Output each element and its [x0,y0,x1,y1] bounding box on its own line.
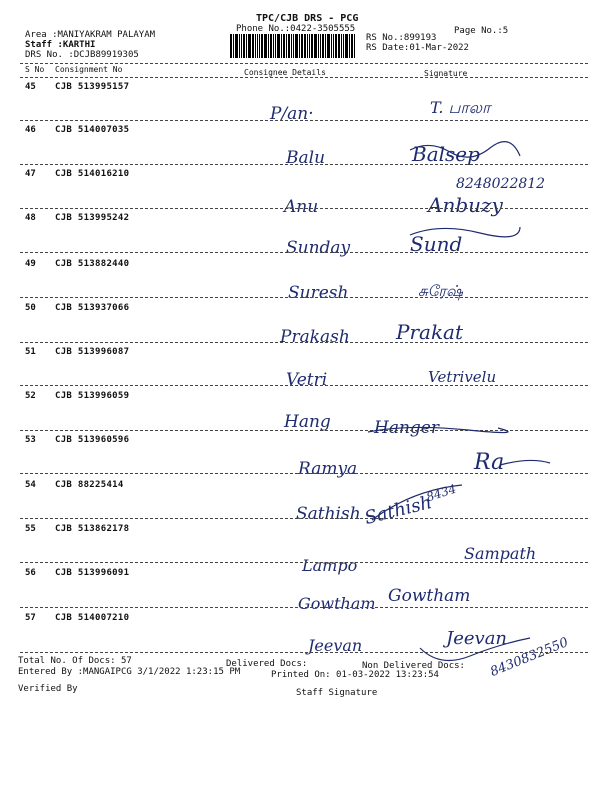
signature: Hanger [374,418,439,438]
signature: Sathish [362,492,435,529]
row-serial: 54 [25,480,36,490]
verified-by: Verified By [18,684,78,694]
row-consignment: CJB 513960596 [55,435,130,445]
row-consignment: CJB 513862178 [55,524,130,534]
row-serial: 56 [25,568,36,578]
row-consignment: CJB 513996091 [55,568,130,578]
column-sno: S No [25,65,45,74]
handwritten-phone: 8430832550 [488,635,571,680]
staff-label: Staff :KARTHI [25,40,96,50]
row-serial: 49 [25,259,36,269]
signature: Ra [474,450,505,475]
row-serial: 47 [25,169,36,179]
consignee-name: Jeevan [308,636,363,655]
row-serial: 50 [25,303,36,313]
page-number: Page No.:5 [454,26,509,36]
row-consignment: CJB 513996059 [55,391,130,401]
consignee-name: Gowtham [298,594,376,613]
signature: T. பாலா [430,98,491,117]
signature: Balsep [412,142,480,166]
row-consignment: CJB 514016210 [55,169,130,179]
printed-on: Printed On: 01-03-2022 13:23:54 [271,670,439,680]
entered-by: Entered By :MANGAIPCG 3/1/2022 1:23:15 PM [18,667,241,677]
document-title: TPC/CJB DRS - PCG [256,13,359,24]
signature: சுரேஷ் [418,282,463,300]
signature: Sund [410,232,463,256]
row-serial: 53 [25,435,36,445]
row-serial: 51 [25,347,36,357]
consignee-name: Prakash [280,327,350,347]
signature: Vetrivelu [428,368,497,386]
rs-number: RS No.:899193 [366,33,437,43]
row-serial: 55 [25,524,36,534]
row-consignment: CJB 514007210 [55,613,130,623]
signature: Sampath [464,544,537,563]
signature: Prakat [396,320,464,344]
delivered-docs: Delivered Docs: [226,659,308,669]
row-consignment: CJB 513937066 [55,303,130,313]
row-consignment: CJB 513995157 [55,82,130,92]
column-signature: Signature [424,69,468,78]
drs-number: DRS No. :DCJB89919305 [25,50,139,60]
row-consignment: CJB 88225414 [55,480,124,490]
rs-date: RS Date:01-Mar-2022 [366,43,469,53]
consignee-name: Sunday [286,238,351,258]
area-label: Area :MANIYAKRAM PALAYAM [25,30,156,40]
row-consignment: CJB 513996087 [55,347,130,357]
consignee-name: Ramya [298,459,358,479]
row-serial: 46 [25,125,36,135]
total-docs: Total No. Of Docs: 57 [18,656,132,666]
row-consignment: CJB 513882440 [55,259,130,269]
consignee-name: Hang [284,412,331,432]
phone-number: Phone No.:0422-3505555 [236,24,356,34]
consignee-name: Anu [284,197,319,217]
handwritten-phone: 8248022812 [456,176,546,192]
consignee-name: Vetri [286,370,328,390]
consignee-name: Lampo [302,556,358,575]
row-serial: 57 [25,613,36,623]
consignee-name: Sathish [296,504,361,524]
row-consignment: CJB 513995242 [55,213,130,223]
column-consignee: Consignee Details [244,68,326,77]
row-serial: 52 [25,391,36,401]
row-consignment: CJB 514007035 [55,125,130,135]
signature: Jeevan [446,628,508,649]
column-consignment: Consignment No [55,65,123,74]
signature: Anbuzy [428,193,503,217]
consignee-name: Suresh [288,283,349,303]
signature: Gowtham [388,586,471,606]
row-serial: 45 [25,82,36,92]
row-serial: 48 [25,213,36,223]
consignee-name: P/an· [270,104,314,124]
staff-signature: Staff Signature [296,688,378,698]
non-delivered-docs: Non Delivered Docs: [362,661,465,671]
handwritten-phone: 8434 [424,481,458,505]
consignee-name: Balu [286,148,326,168]
